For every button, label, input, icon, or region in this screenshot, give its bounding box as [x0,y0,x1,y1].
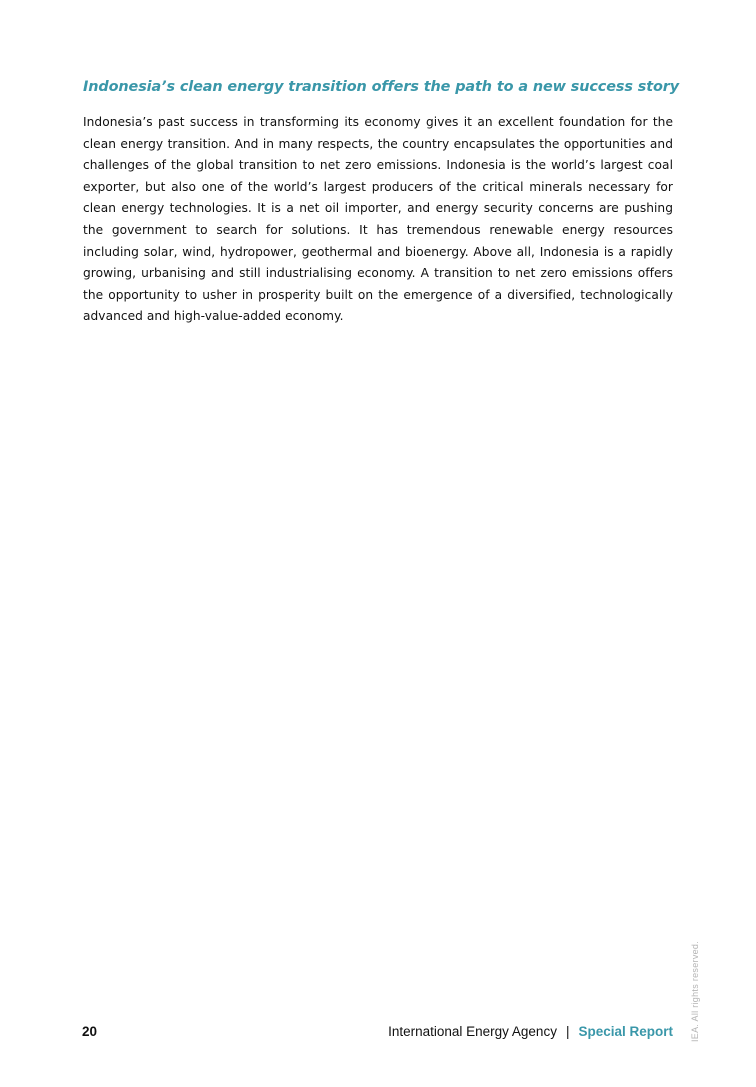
body-paragraph: Indonesia’s past success in transforming its economy gives it an excellent foundation for the clean energy transition. And in many respects, the country encapsulates the opportunities and challenges of the global transition to net zero emissions. Indonesia is the world’s largest coal exporter, but also one of the world’s largest producers of the critical minerals necessary for clean energy technologies. It is a net oil importer, and energy security concerns are pushing the government to search for solutions. It has tremendous renewable energy resources including solar, wind, hydropower, geothermal and bioenergy. Above all, Indonesia is a rapidly growing, urbanising and still industrialising economy. A transition to net zero emissions offers the opportunity to usher in prosperity built on the emergence of a diversified, technologically advanced and high-value-added economy. [83,115,673,324]
footer-separator: | [565,1024,570,1039]
section-heading: Indonesia’s clean energy transition offers the path to a new success story [83,79,680,95]
page-number: 20 [82,1024,98,1039]
report-type: Special Report [578,1024,673,1039]
publisher-name: International Energy Agency [388,1024,557,1039]
rights-notice: IEA. All rights reserved. [690,940,700,1042]
footer-credit [388,1024,673,1039]
